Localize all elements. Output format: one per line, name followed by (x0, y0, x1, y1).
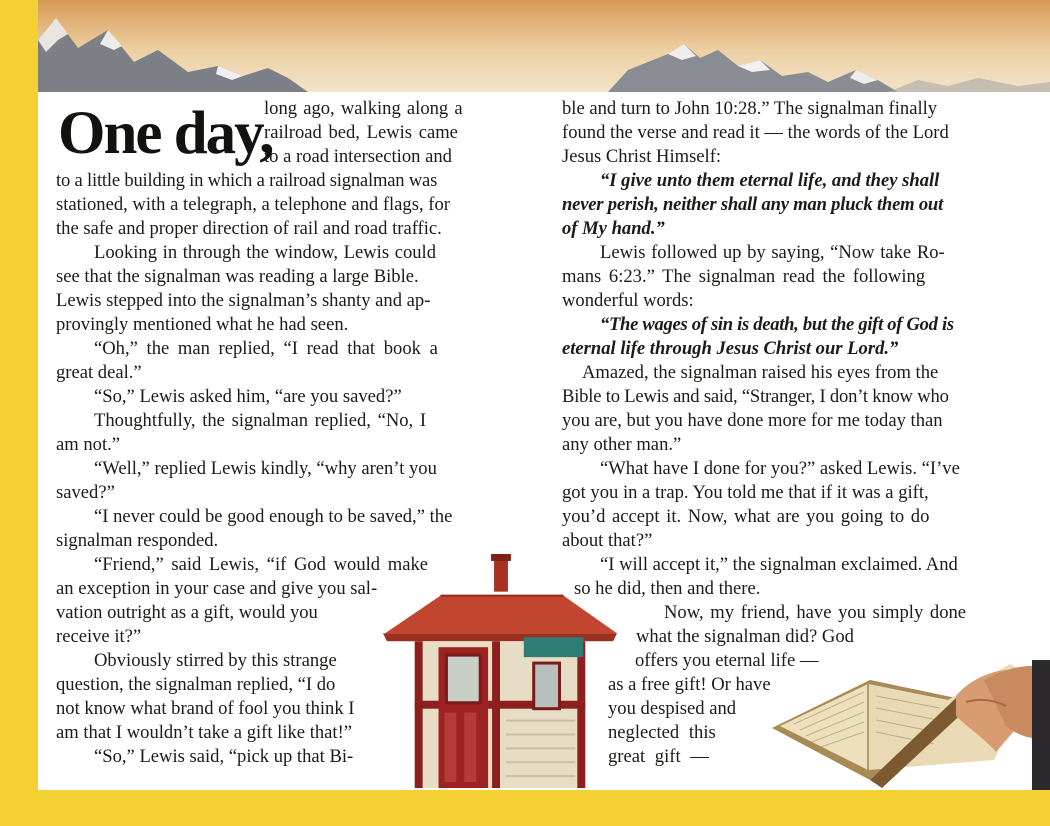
text-line: as a free gift! Or have (608, 674, 771, 695)
text-line: great deal.” (56, 362, 142, 383)
text-line: Obviously stirred by this strange (94, 650, 337, 671)
text-line: so he did, then and there. (574, 578, 761, 599)
mountain-header-image (38, 0, 1050, 92)
text-line: receive it?” (56, 626, 142, 647)
text-line: “Friend,” said Lewis, “if God would make (94, 554, 429, 575)
text-line: found the verse and read it — the words of the Lord (562, 122, 949, 143)
text-line: you’d accept it. Now, what are you going to do (562, 506, 930, 527)
text-line: “I will accept it,” the signalman exclaimed. And (600, 554, 958, 575)
text-line: you despised and (608, 698, 737, 719)
signal-shanty-image (380, 552, 620, 790)
text-line: great gift — (608, 746, 709, 767)
text-line: got you in a trap. You told me that if it was a gift, (562, 482, 929, 503)
scripture-quote: never perish, neither shall any man pluck them out (562, 194, 944, 215)
page-panel (38, 0, 1050, 790)
text-line: ble and turn to John 10:28.” The signalman finally (562, 98, 938, 119)
text-line: an exception in your case and give you sal- (56, 578, 378, 599)
scripture-quote: “I give unto them eternal life, and they shall (600, 170, 940, 191)
scripture-quote: “The wages of sin is death, but the gift of God is (600, 314, 954, 335)
text-line: “What have I done for you?” asked Lewis. “I’ve (600, 458, 960, 479)
text-line: any other man.” (562, 434, 682, 455)
text-line: Bible to Lewis and said, “Stranger, I don’t know who (562, 386, 949, 407)
text-line: am not.” (56, 434, 121, 455)
text-line: stationed, with a telegraph, a telephone and flags, for (56, 194, 450, 215)
text-line: railroad bed, Lewis came (264, 122, 458, 143)
text-line: mans 6:23.” The signalman read the following (562, 266, 926, 287)
text-line: you are, but you have done more for me today than (562, 410, 943, 431)
text-line: the safe and proper direction of rail and road traffic. (56, 218, 442, 239)
text-line: wonderful words: (562, 290, 694, 311)
text-line: vation outright as a gift, would you (56, 602, 318, 623)
text-line: long ago, walking along a (264, 98, 463, 119)
text-line: to a little building in which a railroad signalman was (56, 170, 438, 191)
open-bible-hands-image (770, 640, 1050, 790)
scripture-quote: of My hand.” (562, 218, 665, 239)
text-line: am that I wouldn’t take a gift like that!” (56, 722, 353, 743)
text-line: “Oh,” the man replied, “I read that book a (94, 338, 438, 359)
text-line: signalman responded. (56, 530, 219, 551)
text-line: Now, my friend, have you simply done (664, 602, 967, 623)
text-line: about that?” (562, 530, 653, 551)
drop-cap-heading: One day, (58, 100, 273, 167)
text-line: saved?” (56, 482, 115, 503)
text-line: Jesus Christ Himself: (562, 146, 722, 167)
text-line: Lewis followed up by saying, “Now take Ro- (600, 242, 945, 263)
text-line: neglected this (608, 722, 716, 743)
text-line: “I never could be good enough to be saved,” the (94, 506, 453, 527)
text-line: what the signalman did? God (636, 626, 854, 647)
text-line: to a road intersection and (264, 146, 452, 167)
text-line: Looking in through the window, Lewis could (94, 242, 437, 263)
text-line: Thoughtfully, the signalman replied, “No, I (94, 410, 427, 431)
scripture-quote: eternal life through Jesus Christ our Lord.” (562, 338, 899, 359)
text-line: Lewis stepped into the signalman’s shanty and ap- (56, 290, 431, 311)
text-line: question, the signalman replied, “I do (56, 674, 336, 695)
text-line: “Well,” replied Lewis kindly, “why aren’t you (94, 458, 437, 479)
text-line: not know what brand of fool you think I (56, 698, 355, 719)
text-line: see that the signalman was reading a large Bible. (56, 266, 419, 287)
text-line: “So,” Lewis asked him, “are you saved?” (94, 386, 402, 407)
text-line: offers you eternal life — (635, 650, 819, 671)
text-line: “So,” Lewis said, “pick up that Bi- (94, 746, 354, 767)
text-line: provingly mentioned what he had seen. (56, 314, 349, 335)
text-line: Amazed, the signalman raised his eyes from the (582, 362, 939, 383)
